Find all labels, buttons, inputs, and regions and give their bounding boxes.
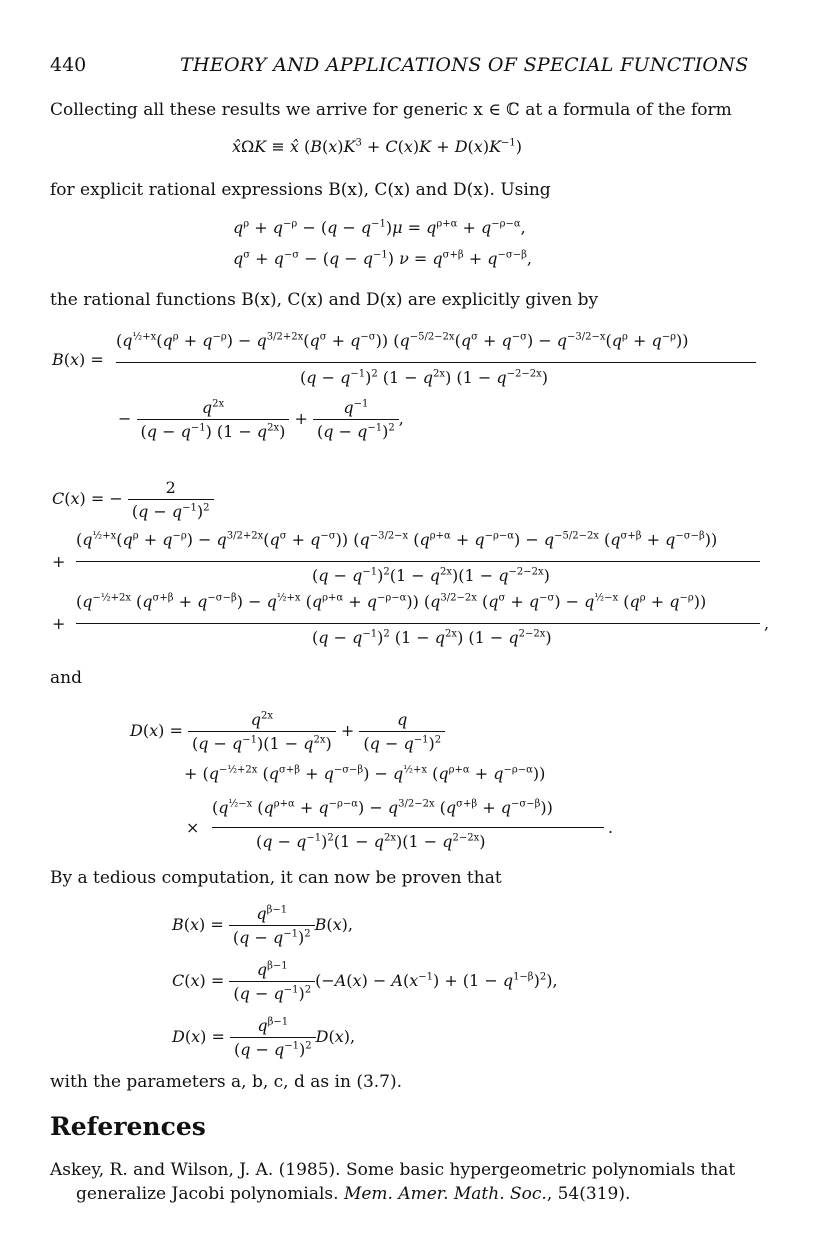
references-heading: References [50, 1112, 206, 1141]
paragraph-tedious: By a tedious computation, it can now be proven that [50, 868, 502, 888]
d-denominator: $(q - q^{-1})^2(1 - q^{2x})(1 - q^{2-2x})$ [256, 832, 486, 851]
b-numerator: $(q^{\frac{1}{2}+x}(q^\rho + q^{-\rho}) - q^{3/2+2x}(q^\sigma + q^{-\sigma})) (q^{-5/2-2x}(q^\sigma + q^{-\sigma}) - q^{-3/2-x}(q^\rho + q^{-\rho}))$ [116, 331, 689, 350]
d-period: . [608, 818, 614, 837]
final-b: B(x) = $\frac{q^{\beta-1}}{(q - q^{-1})^2}$ B(x), [172, 904, 353, 947]
paragraph-1: Collecting all these results we arrive for generic x ∈ ℂ at a formula of the form [50, 100, 732, 120]
paragraph-parameters: with the parameters a, b, c, d as in (3.7). [50, 1072, 403, 1092]
paragraph-2: for explicit rational expressions B(x), C(x) and D(x). Using [50, 180, 551, 200]
d-fraction-bar [212, 827, 604, 828]
reference-item [50, 1158, 750, 1206]
reference-line-2 [50, 1182, 750, 1206]
d-numerator: ($q^{\frac{1}{2}-x}$ $(q^{\rho+\alpha} + q^{-\rho-\alpha}) - q^{3/2-2x}$ $(q^{\sigma+\beta} + q^{-\sigma-\beta})$) [212, 798, 553, 817]
c-denominator-2: $(q - q^{-1})^2$ $(1 - q^{2x})$ $(1 - q^{2-2x})$ [312, 628, 552, 647]
equation-omega-k: x̂ΩK ≡ x̂ $(B(x)K^3 + C(x)K + D(x)K^{-1})$ [232, 137, 523, 156]
final-c: C(x) = $\frac{q^{\beta-1}}{(q - q^{-1})^2}$ $(-A(x) - A(x^{-1}) + (1 - q^{1-\beta})^2)$, [172, 960, 558, 1003]
c-lhs: C(x) = − $\frac{2}{(q - q^{-1})^2}$ [52, 478, 214, 521]
reference-line-2-end: , 54(319). [546, 1184, 631, 1204]
paragraph-and: and [50, 668, 82, 688]
c-fraction-bar-2 [76, 623, 760, 624]
b-denominator: $(q - q^{-1})^2$ $(1 - q^{2x})$ $(1 - q^{-2-2x})$ [300, 368, 549, 387]
d-first-line: D(x) = $\frac{q^{2x}}{(q - q^{-1})(1 - q^{2x})}$ + $\frac{q}{(q - q^{-1})^2}$ [130, 710, 445, 753]
equation-nu: $q^\sigma + q^{-\sigma} - (q - q^{-1}) \nu = q^{\sigma+\beta} + q^{-\sigma-\beta}$, [233, 249, 532, 268]
paragraph-3: the rational functions B(x), C(x) and D(x) are explicitly given by [50, 290, 599, 310]
reference-line-2-plain: generalize Jacobi polynomials. [76, 1184, 344, 1204]
final-d: D(x) = $\frac{q^{\beta-1}}{(q - q^{-1})^2}$ D(x), [172, 1016, 356, 1059]
c-plus-1: + [52, 552, 66, 571]
b-second-line: − $\frac{q^{2x}}{(q - q^{-1}) (1 - q^{2x})}$ + $\frac{q^{-1}}{(q - q^{-1})^2}$ , [118, 398, 404, 441]
d-second-line: + ($q^{-\frac{1}{2}+2x}$ $(q^{\sigma+\beta} + q^{-\sigma-\beta}) - q^{\frac{1}{2}+x}$ $(q^{\rho+\alpha} + q^{-\rho-\alpha})$) [184, 764, 546, 783]
running-title: THEORY AND APPLICATIONS OF SPECIAL FUNCTIONS [180, 54, 749, 76]
c-denominator-1: $(q - q^{-1})^2(1 - q^{2x})(1 - q^{-2-2x})$ [312, 566, 550, 585]
c-numerator-1: $(q^{\frac{1}{2}+x}(q^\rho + q^{-\rho}) - q^{3/2+2x}(q^\sigma + q^{-\sigma}))$ ($q^{-3/2-x}$ $(q^{\rho+\alpha} + q^{-\rho-\alpha}) - q^{-5/2-2x}$ $(q^{\sigma+\beta} + q^{-\sigma-\beta})$) [76, 530, 718, 549]
page-number: 440 [50, 54, 87, 76]
c-plus-2: + [52, 614, 66, 633]
b-lhs: B(x) = [52, 350, 104, 369]
d-times: × [186, 818, 200, 837]
c-fraction-bar-1 [76, 561, 760, 562]
equation-mu: $q^\rho + q^{-\rho} - (q - q^{-1})\mu = q^{\rho+\alpha} + q^{-\rho-\alpha}$, [233, 218, 526, 237]
reference-journal: Mem. Amer. Math. Soc. [343, 1184, 547, 1204]
c-comma: , [764, 614, 770, 633]
reference-line-1: Askey, R. and Wilson, J. A. (1985). Some basic hypergeometric polynomials that [50, 1160, 736, 1180]
c-numerator-2: ($q^{-\frac{1}{2}+2x}$ $(q^{\sigma+\beta} + q^{-\sigma-\beta}) - q^{\frac{1}{2}+x}$ $(q^{\rho+\alpha} + q^{-\rho-\alpha})$) ($q^{3/2-2x}$ $(q^\sigma + q^{-\sigma}) - q^{\frac{1}{2}-x}$ $(q^\rho + q^{-\rho})$) [76, 592, 707, 611]
b-fraction-bar [116, 362, 756, 363]
